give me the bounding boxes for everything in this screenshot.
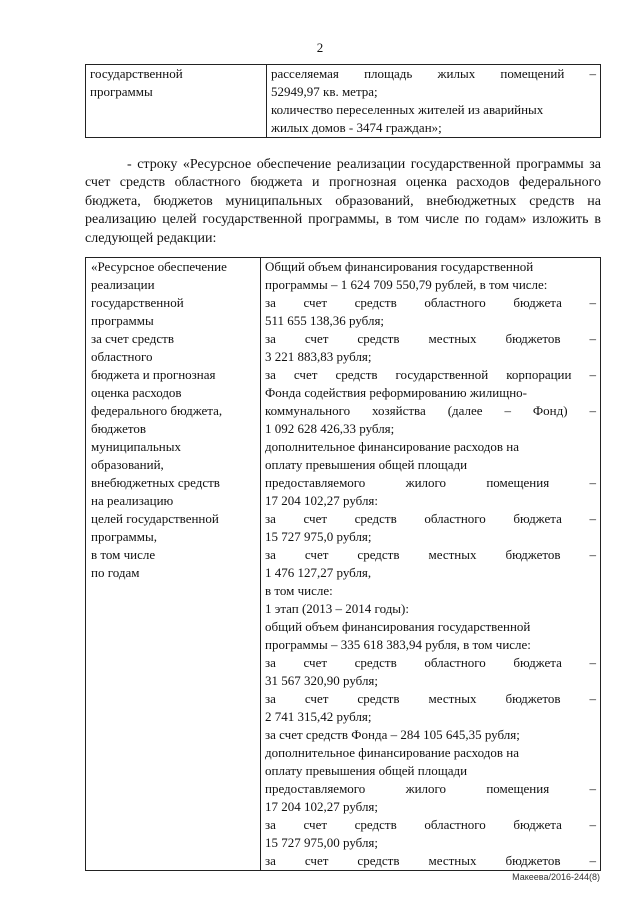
- text-line: 1 092 628 426,33 рубля;: [265, 421, 395, 436]
- text-line: областного: [91, 349, 153, 364]
- text-line: на реализацию: [91, 493, 174, 508]
- text-line: за счет средств областного бюджета –: [265, 511, 596, 526]
- text-line: программы: [91, 313, 154, 328]
- text-line: общий объем финансирования государственной: [265, 619, 531, 634]
- text-line: за счет средств: [91, 331, 174, 346]
- text-line: за счет средств Фонда – 284 105 645,35 рубля;: [265, 727, 520, 742]
- text-line: за счет средств областного бюджета –: [265, 817, 596, 832]
- text-line: программы – 1 624 709 550,79 рублей, в том числе:: [265, 277, 548, 292]
- text-line: количество переселенных жителей из аварийных: [271, 102, 544, 117]
- text-line: «Ресурсное обеспечение: [91, 259, 227, 274]
- text-line: 2 741 315,42 рубля;: [265, 709, 372, 724]
- text-line: 31 567 320,90 рубля;: [265, 673, 379, 688]
- text-line: Общий объем финансирования государственной: [265, 259, 534, 274]
- text-line: коммунального хозяйства (далее – Фонд) –: [265, 403, 596, 418]
- text-line: оценка расходов: [91, 385, 182, 400]
- text-line: программы – 335 618 383,94 рубля, в том числе:: [265, 637, 531, 652]
- text-line: муниципальных: [91, 439, 182, 454]
- text-line: 17 204 102,27 рубля;: [265, 799, 379, 814]
- text-line: 15 727 975,0 рубля;: [265, 529, 372, 544]
- text-line: предоставляемого жилого помещения –: [265, 781, 596, 796]
- text-line: оплату превышения общей площади: [265, 763, 468, 778]
- text-line: за счет средств местных бюджетов –: [265, 331, 596, 346]
- resource-table-content-cell: [261, 258, 601, 871]
- text-line: дополнительное финансирование расходов на: [265, 745, 519, 760]
- text-line: за счет средств областного бюджета –: [265, 655, 596, 670]
- text-line: 1 476 127,27 рубля,: [265, 565, 372, 580]
- page-number: 2: [316, 40, 324, 55]
- text-line: 511 655 138,36 рубля;: [265, 313, 385, 328]
- text-line: за счет средств местных бюджетов –: [265, 547, 596, 562]
- text-line: 3 221 883,83 рубля;: [265, 349, 372, 364]
- text-line: по годам: [91, 565, 140, 580]
- top-table-right-cell: [267, 65, 601, 138]
- text-line: программы,: [91, 529, 157, 544]
- text-line: бюджета и прогнозная: [91, 367, 216, 382]
- text-line: за счет средств областного бюджета –: [265, 295, 596, 310]
- text-line: расселяемая площадь жилых помещений –: [271, 66, 596, 81]
- text-line: реализации: [91, 277, 155, 292]
- text-line: бюджетов: [91, 421, 147, 436]
- text-line: за счет средств государственной корпорации –: [265, 367, 596, 382]
- text-line: в том числе:: [265, 583, 333, 598]
- text-line: за счет средств местных бюджетов –: [265, 853, 596, 868]
- text-line: государственной: [90, 66, 183, 81]
- text-line: внебюджетных средств: [91, 475, 220, 490]
- text-line: 17 204 102,27 рубля:: [265, 493, 379, 508]
- top-table: [85, 64, 601, 138]
- text-line: за счет средств местных бюджетов –: [265, 691, 596, 706]
- text-line: предоставляемого жилого помещения –: [265, 475, 596, 490]
- text-line: оплату превышения общей площади: [265, 457, 468, 472]
- text-line: дополнительное финансирование расходов на: [265, 439, 519, 454]
- text-line: в том числе: [91, 547, 156, 562]
- resource-table: [85, 257, 601, 871]
- text-line: государственной: [91, 295, 184, 310]
- text-line: 1 этап (2013 – 2014 годы):: [265, 601, 409, 616]
- text-line: 52949,97 кв. метра;: [271, 84, 378, 99]
- text-line: программы: [90, 84, 153, 99]
- text-line: образований,: [91, 457, 164, 472]
- top-table-left-cell: [86, 65, 267, 138]
- text-line: жилых домов - 3474 граждан»;: [271, 120, 442, 135]
- text-line: федерального бюджета,: [91, 403, 223, 418]
- resource-table-label-cell: [86, 258, 261, 871]
- document-code: Макеева/2016-244(8): [512, 872, 600, 882]
- text-line: целей государственной: [91, 511, 219, 526]
- instruction-paragraph: - строку «Ресурсное обеспечение реализации государственной программы за счет средств областного бюджета и прогнозная оценка расходов федерального бюджета, бюджетов муниципальных образований, внебюджетных средств на реализацию целей государственной программы, в том числе по годам» изложить в следующей редакции:: [85, 157, 601, 246]
- text-line: Фонда содействия реформированию жилищно-: [265, 385, 528, 400]
- text-line: 15 727 975,00 рубля;: [265, 835, 379, 850]
